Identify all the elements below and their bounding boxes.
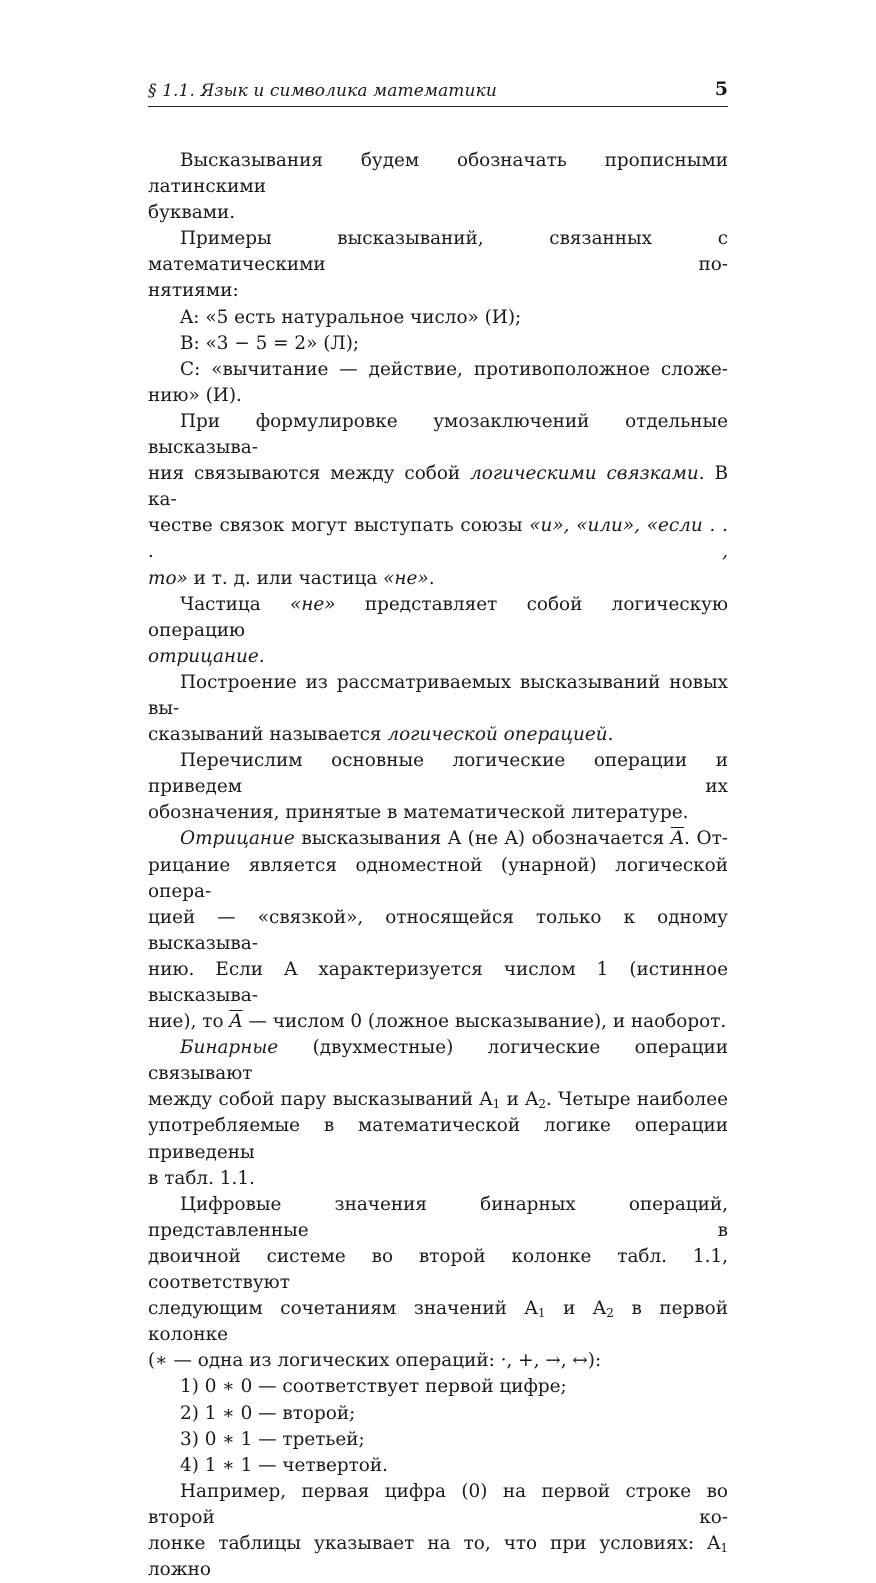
text-line: Частица «не» представляет собой логическую операцию (148, 593, 728, 641)
term-logical-connectives: логическими связками (470, 463, 699, 485)
text-line: цией — «связкой», относящейся только к одному высказыва- (148, 906, 728, 954)
text-line: обозначения, принятые в математической литературе. (148, 802, 689, 824)
text-line: Высказывания будем обозначать прописными латинскими (148, 150, 728, 198)
term-logical-operation: логической операцией. (387, 724, 614, 746)
text-line: A: «5 есть натуральное число» (И); (180, 306, 522, 328)
text-line: двоичной системе во второй колонке табл. 1.1, соответствуют (148, 1245, 728, 1294)
negation-symbol: $\overline{A}$ (670, 828, 685, 850)
text-line: Цифровые значения бинарных операций, представленные в (148, 1193, 728, 1241)
text-line: ние), то $\overline{A}$ — числом 0 (ложное высказывание), и наоборот. (148, 1011, 727, 1033)
text-line: Бинарные (двухместные) логические операции связывают (148, 1037, 728, 1085)
text-line: в табл. 1.1. (148, 1167, 255, 1189)
text-line: между собой пару высказываний $A_1$ и $A_2$. Четыре наиболее (148, 1089, 728, 1112)
running-title: § 1.1. Язык и символика математики (148, 81, 497, 101)
list-item: 2) 1 ∗ 0 — второй; (180, 1402, 356, 1424)
text-line: нию. Если A характеризуется числом 1 (истинное высказыва- (148, 958, 728, 1006)
text-line: рицание является одноместной (унарной) логической опера- (148, 854, 728, 902)
text-line: лонке таблицы указывает на то, что при условиях: $A_1$ ложно (148, 1532, 728, 1581)
text-line (148, 644, 728, 670)
text-line: то» и т. д. или частица «не». (148, 567, 435, 589)
text-line: честве связок могут выступать союзы «и», «или», «если . . . , (148, 515, 728, 563)
negation-symbol: $\overline{A}$ (229, 1011, 243, 1033)
text-line: Отрицание высказывания A (не A) обозначается $\overline{A}$. От- (180, 828, 728, 850)
body-text (148, 148, 728, 1583)
text-line: C: «вычитание — действие, противоположное сложе- (180, 358, 728, 380)
text-line: (∗ — одна из логических операций: ·, +, →, ↔): (148, 1350, 602, 1372)
list-item: 4) 1 ∗ 1 — четвертой. (180, 1454, 388, 1476)
text-line: сказываний называется логической операцией. (148, 724, 614, 746)
list-item: 3) 0 ∗ 1 — третьей; (180, 1428, 365, 1450)
page-number: 5 (714, 78, 728, 100)
text-line: употребляемые в математической логике операции приведены (148, 1115, 728, 1163)
page-header (148, 78, 728, 107)
text-line: Например, первая цифра (0) на первой строке во второй ко- (148, 1480, 728, 1528)
text-line: нятиями: (148, 280, 239, 302)
text-line: Построение из рассматриваемых высказываний новых вы- (148, 671, 728, 719)
text-line: следующим сочетаниям значений $A_1$ и $A_2$ в первой колонке (148, 1298, 729, 1346)
text-line: буквами. (148, 202, 236, 224)
book-page (148, 78, 728, 1583)
text-line: нию» (И). (148, 384, 242, 406)
term-negation: отрицание. (148, 645, 265, 667)
text-line: Перечислим основные логические операции и приведем их (148, 750, 728, 798)
list-item: 1) 0 ∗ 0 — соответствует первой цифре; (180, 1376, 567, 1398)
text-line: ния связываются между собой логическими связками. В ка- (148, 463, 728, 511)
text-line: При формулировке умозаключений отдельные высказыва- (148, 410, 728, 459)
text-line: B: «3 − 5 = 2» (Л); (180, 332, 360, 354)
text-line: Примеры высказываний, связанных с математическими по- (148, 228, 728, 276)
